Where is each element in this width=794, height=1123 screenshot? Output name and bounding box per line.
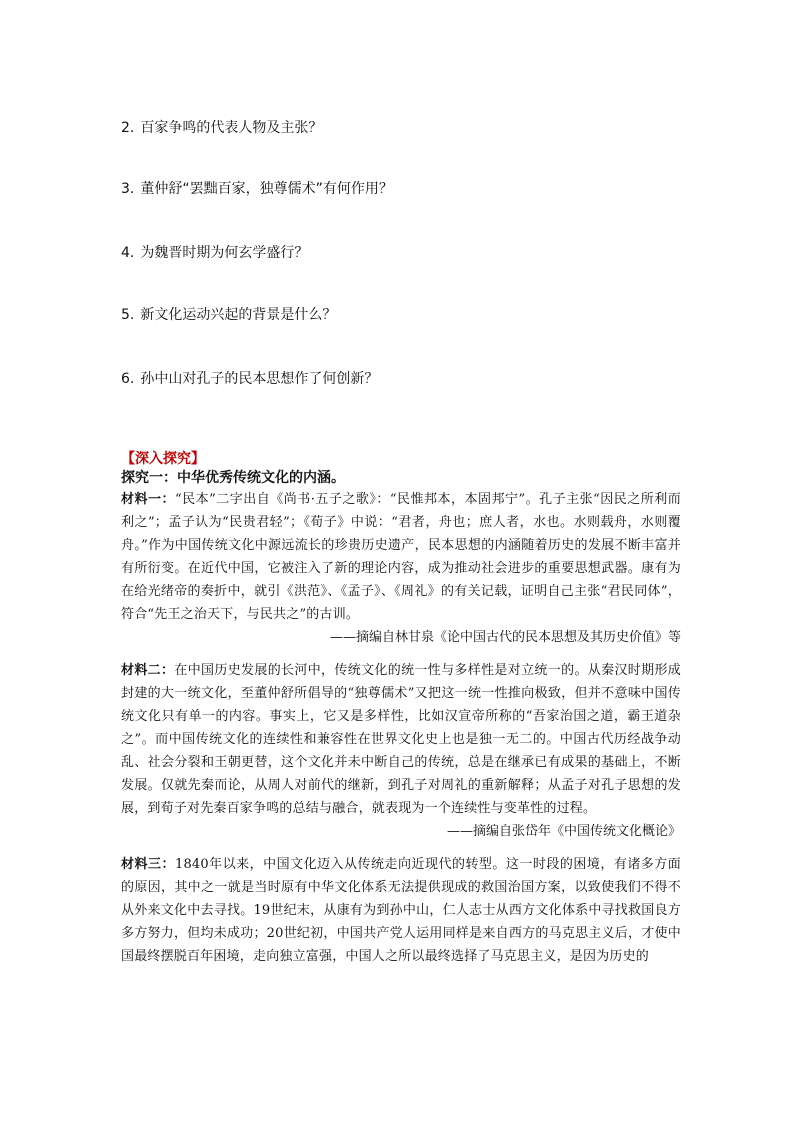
material-two	[121, 659, 681, 820]
section-title: 【深入探究】	[121, 451, 205, 467]
question-4	[121, 243, 308, 263]
material-label: 材料二：	[121, 663, 175, 678]
question-text: 新文化运动兴起的背景是什么？	[140, 307, 337, 323]
material-label: 材料三：	[121, 857, 175, 872]
question-5	[121, 305, 336, 325]
question-2	[121, 118, 322, 138]
question-text: 百家争鸣的代表人物及主张？	[140, 120, 323, 136]
question-text: 为魏晋时期为何玄学盛行？	[140, 245, 309, 261]
question-6	[121, 369, 378, 389]
question-number: 3.	[121, 181, 135, 197]
material-one	[121, 488, 681, 626]
material-label: 材料一：	[121, 492, 175, 507]
material-text: “民本”二字出自《尚书·五子之歌》：“民惟邦本，本固邦宁”。孔子主张“因民之所利而利之”；孟子认为“民贵君轻”；《荀子》中说：“君者，舟也；庶人者，水也。水则载舟，水则覆舟。”作为中国传统文化中源远流长的珍贵历史遗产，民本思想的内涵随着历史的发展不断丰富并有所衍变。在近代中国，它被注入了新的理论内容，成为推动社会进步的重要思想武器。康有为在给光绪帝的奏折中，就引《洪范》、《孟子》、《周礼》的有关记载，证明自己主张“君民同体”，符合“先王之治天下，与民共之”的古训。	[121, 492, 681, 622]
inquiry-section	[121, 450, 681, 968]
question-text: 孙中山对孔子的民本思想作了何创新？	[140, 371, 379, 387]
question-3	[121, 179, 393, 199]
question-number: 2.	[121, 120, 135, 136]
material-source: ——摘编自林甘泉《论中国古代的民本思想及其历史价值》等	[329, 630, 681, 645]
material-text: 1840年以来，中国文化迈入从传统走向近现代的转型。这一时段的困境，有诸多方面的原因，其中之一就是当时原有中华文化体系无法提供现成的救国治国方案，以致使我们不得不从外来文化中去寻找。19世纪末，从康有为到孙中山，仁人志士从西方文化体系中寻找救国良方多方努力，但均未成功；20世纪初，中国共产党人运用同样是来自西方的马克思主义后，才使中国最终摆脱百年困境，走向独立富强，中国人之所以最终选择了马克思主义，是因为历史的	[121, 857, 681, 964]
material-three	[121, 853, 681, 968]
question-text: 董仲舒“罢黜百家，独尊儒术”有何作用？	[140, 181, 393, 197]
material-text: 在中国历史发展的长河中，传统文化的统一性与多样性是对立统一的。从秦汉时期形成封建的大一统文化，至董仲舒所倡导的“独尊儒术”又把这一统一性推向极致，但并不意味中国传统文化只有单一的内容。事实上，它又是多样性，比如汉宣帝所称的“吾家治国之道，霸王道杂之”。而中国传统文化的连续性和兼容性在世界文化史上也是独一无二的。中国古代历经战争动乱、社会分裂和王朝更替，这个文化并未中断自己的传统，总是在继承已有成果的基础上，不断发展。仅就先秦而论，从周人对前代的继新，到孔子对周礼的重新解释；从孟子对孔子思想的发展，到荀子对先秦百家争鸣的总结与融合，就表现为一个连续性与变革性的过程。	[121, 663, 681, 816]
question-number: 6.	[121, 371, 135, 387]
question-number: 5.	[121, 307, 135, 323]
question-number: 4.	[121, 245, 135, 261]
material-source: ——摘编自张岱年《中国传统文化概论》	[446, 824, 681, 839]
section-subtitle: 探究一：中华优秀传统文化的内涵。	[121, 470, 345, 486]
